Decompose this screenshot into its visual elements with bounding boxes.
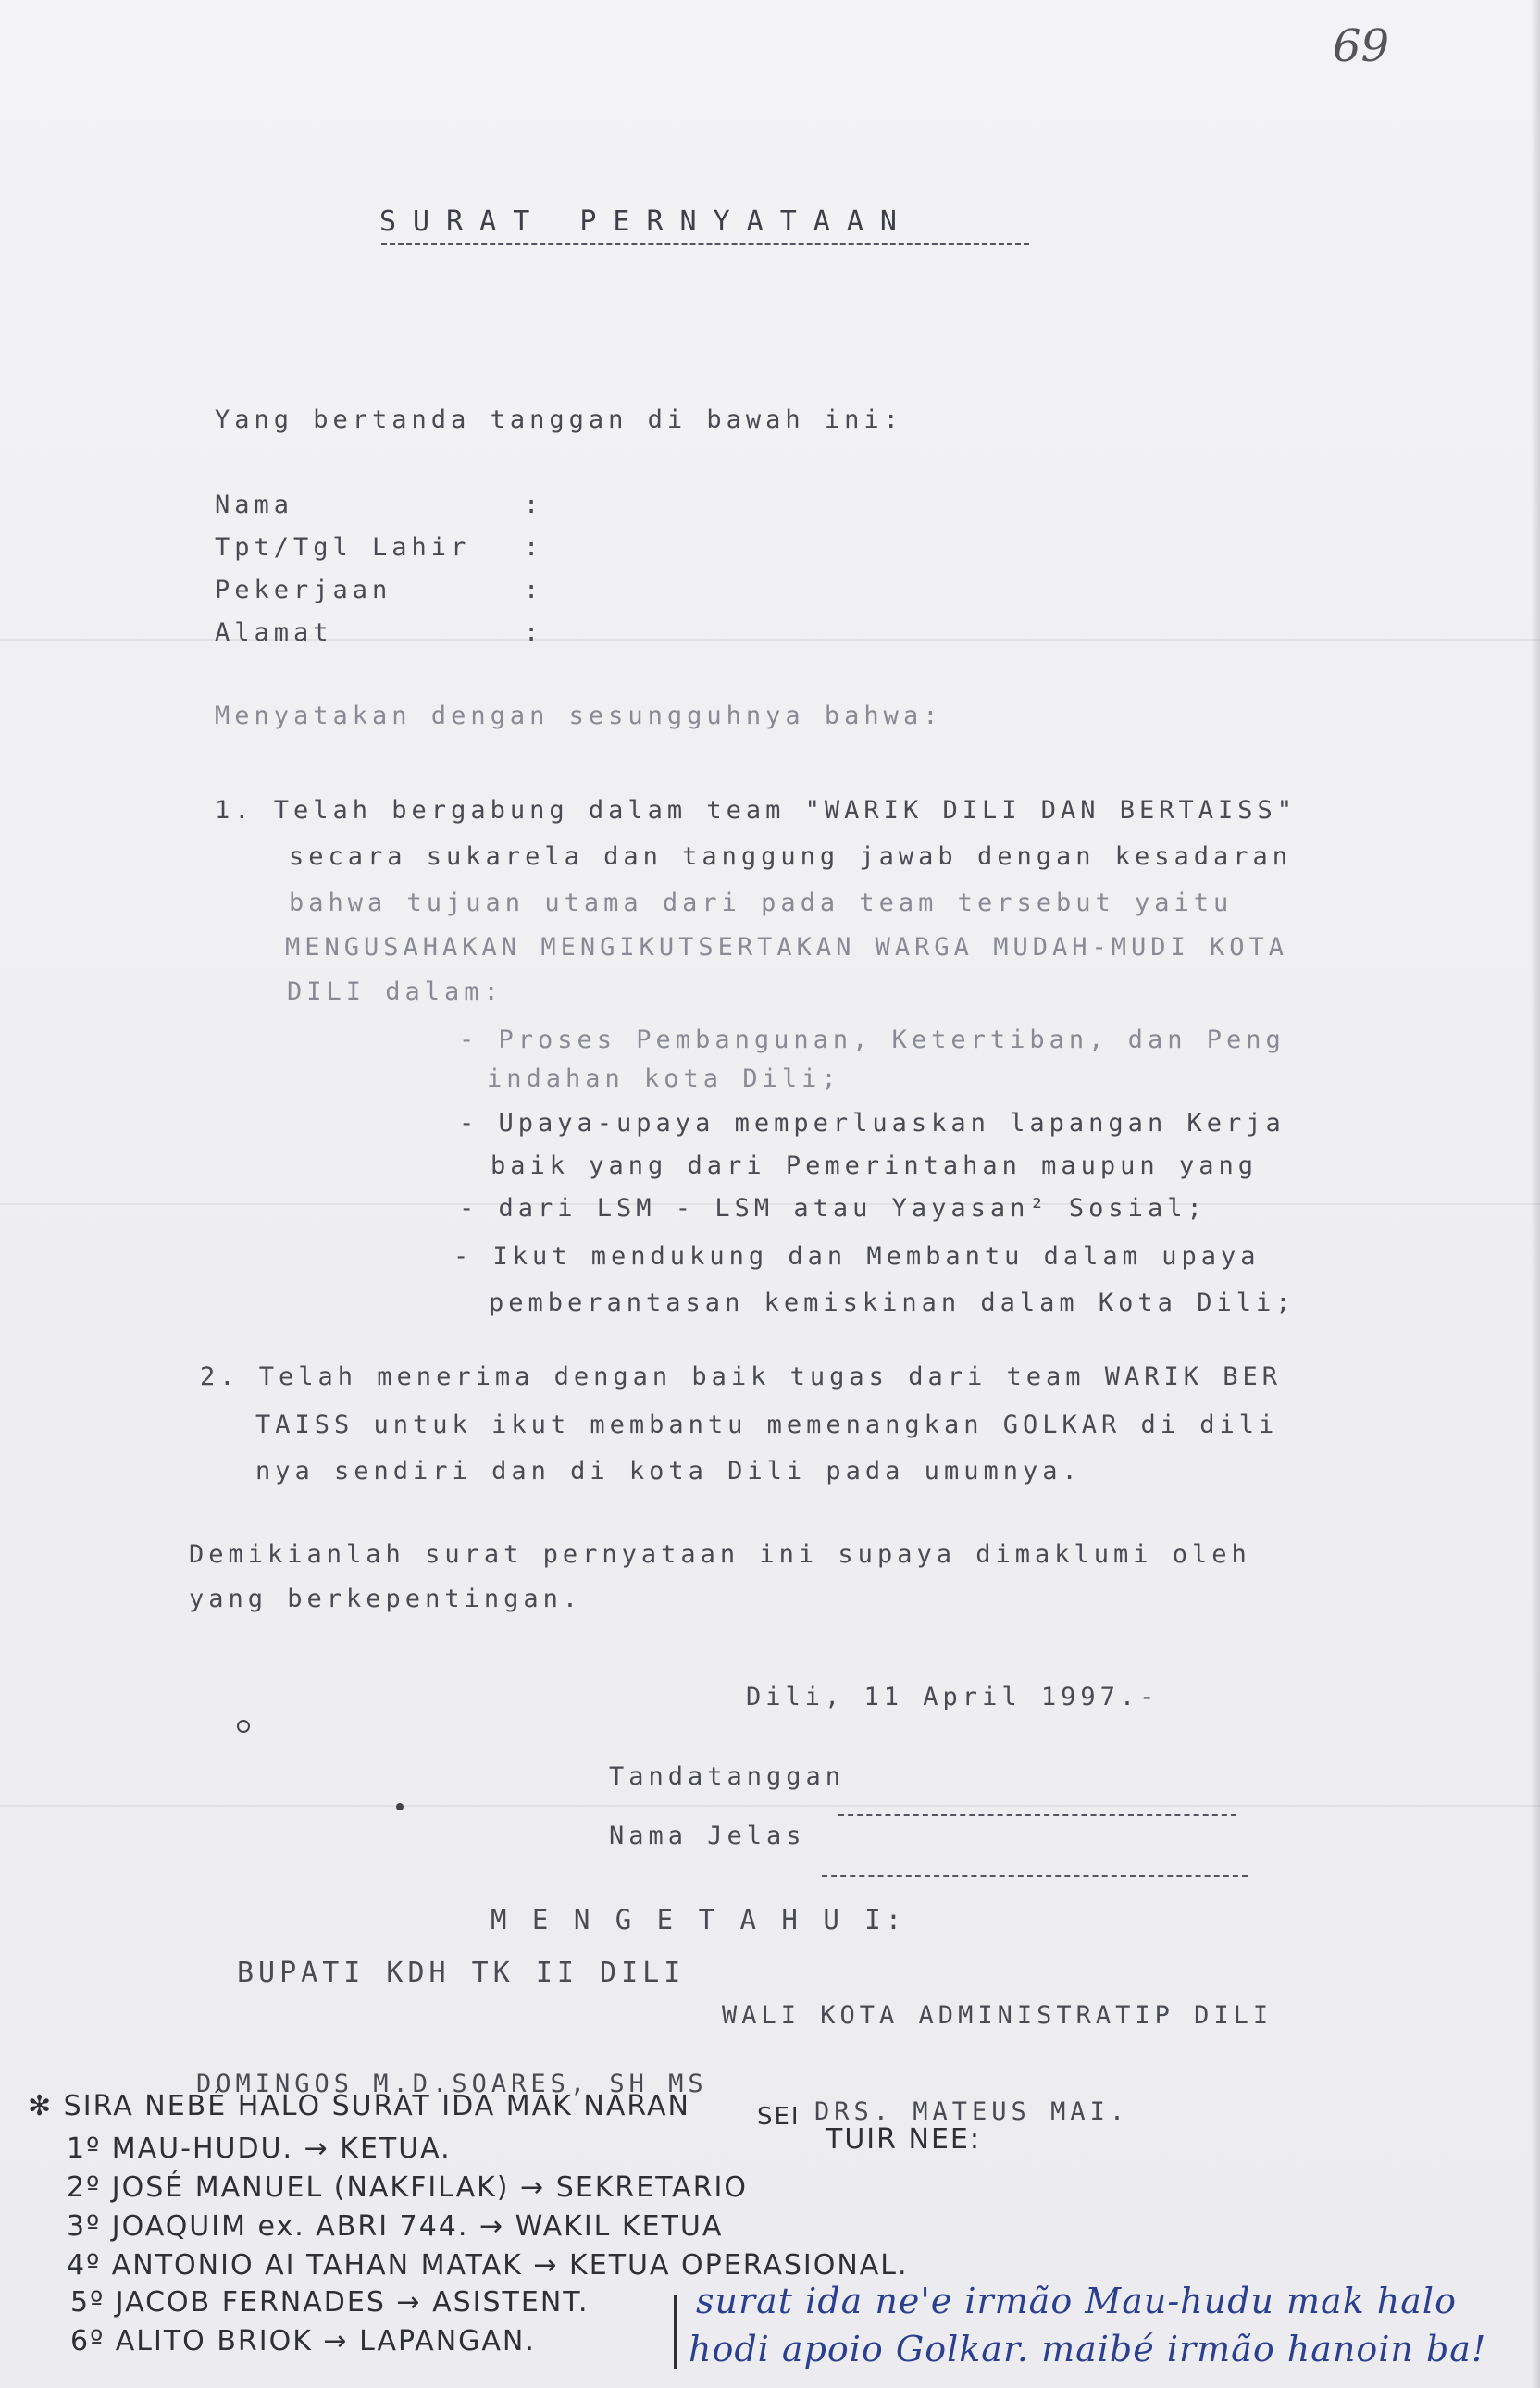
place-date: Dili, 11 April 1997.- (746, 1683, 1160, 1711)
blue-note-line: surat ida ne'e irmão Mau-hudu mak halo (696, 2281, 1457, 2321)
item1-bullet: - Proses Pembangunan, Ketertiban, dan Peng (459, 1026, 1285, 1054)
paper-edge-shadow (1531, 0, 1540, 2388)
field-label-nama: Nama (215, 491, 294, 519)
declaration-lead: Menyatakan dengan sesungguhnya bahwa: (215, 702, 943, 730)
handwritten-note: 3º JOAQUIM ex. ABRI 744. → WAKIL KETUA (67, 2210, 724, 2243)
page-number: 69 (1333, 20, 1390, 72)
official-right-title: WALI KOTA ADMINISTRATIP DILI (722, 2001, 1273, 2030)
blue-note-line: hodi apoio Golkar. maibé irmão hanoin ba! (689, 2329, 1487, 2369)
item1-line: bahwa tujuan utama dari pada team tersebut yaitu (289, 889, 1234, 917)
item2-line: TAISS untuk ikut membantu memenangkan GOLKAR di dili (255, 1411, 1279, 1439)
signature-line (838, 1814, 1236, 1816)
intro-text: Yang bertanda tanggan di bawah ini: (215, 405, 903, 434)
field-separator: : (524, 491, 544, 519)
item1-bullet: baik yang dari Pemerintahan maupun yang (491, 1151, 1258, 1180)
item1-line: DILI dalam: (287, 977, 503, 1006)
item2-line: nya sendiri dan di kota Dili pada umumnya. (255, 1457, 1082, 1486)
name-line (822, 1875, 1248, 1877)
field-separator: : (524, 533, 544, 562)
official-left-title: BUPATI KDH TK II DILI (237, 1957, 686, 1989)
field-label-pekerjaan: Pekerjaan (215, 576, 392, 604)
field-separator: : (524, 618, 544, 647)
item1-bullet: - Upaya-upaya memperluaskan lapangan Kerja (459, 1109, 1285, 1138)
field-label-tpt-tgl-lahir: Tpt/Tgl Lahir (215, 533, 471, 562)
handwritten-aside: TUIR NEE: (826, 2123, 981, 2156)
handwritten-note: 2º JOSÉ MANUEL (NAKFILAK) → SEKRETARIO (67, 2171, 749, 2204)
fold-line (0, 1805, 1540, 1807)
handwritten-note: 1º MAU-HUDU. → KETUA. (67, 2133, 452, 2165)
handwritten-note: 4º ANTONIO AI TAHAN MATAK → KETUA OPERASIONAL. (67, 2249, 909, 2282)
official-right-name: DRS. MATEUS MAI. (814, 2097, 1130, 2126)
acknowledged-heading: M E N G E T A H U I: (491, 1904, 907, 1935)
title-underline (381, 243, 1029, 245)
item2-line: 2. Telah menerima dengan baik tugas dari team WARIK BER (200, 1362, 1283, 1391)
closing-line: Demikianlah surat pernyataan ini supaya dimaklumi oleh (189, 1540, 1251, 1569)
item1-line: secara sukarela dan tanggung jawab dengan kesadaran (289, 842, 1293, 871)
handwritten-note: 6º ALITO BRIOK → LAPANGAN. (70, 2325, 536, 2357)
document-title: SURAT PERNYATAAN (379, 205, 913, 238)
official-left-name: DOMINGOS M.D.SOARES, SH MS (196, 2070, 708, 2098)
closing-line: yang berkepentingan. (189, 1585, 583, 1613)
item1-bullet: - Ikut mendukung dan Membantu dalam upaya (453, 1242, 1261, 1271)
item1-line: 1. Telah bergabung dalam team "WARIK DILI DAN BERTAISS" (215, 796, 1298, 825)
name-label: Nama Jelas (609, 1822, 806, 1850)
handwritten-note: ✻ SIRA NEBÉ HALO SURAT IDA MAK NARAN (28, 2090, 690, 2122)
item1-bullet: indahan kota Dili; (487, 1064, 841, 1093)
field-separator: : (524, 576, 544, 604)
handwritten-aside: SEI (757, 2103, 801, 2131)
item1-bullet: pemberantasan kemiskinan dalam Kota Dili; (489, 1288, 1296, 1317)
handwritten-divider (674, 2295, 677, 2369)
ink-mark (237, 1720, 250, 1733)
item1-line: MENGUSAHAKAN MENGIKUTSERTAKAN WARGA MUDAH-MUDI KOTA (285, 933, 1289, 962)
ink-dot (396, 1803, 404, 1810)
handwritten-note: 5º JACOB FERNADES → ASISTENT. (70, 2286, 590, 2319)
field-label-alamat: Alamat (215, 618, 333, 647)
signature-label: Tandatanggan (609, 1762, 846, 1791)
item1-bullet: - dari LSM - LSM atau Yayasan² Sosial; (459, 1194, 1207, 1223)
